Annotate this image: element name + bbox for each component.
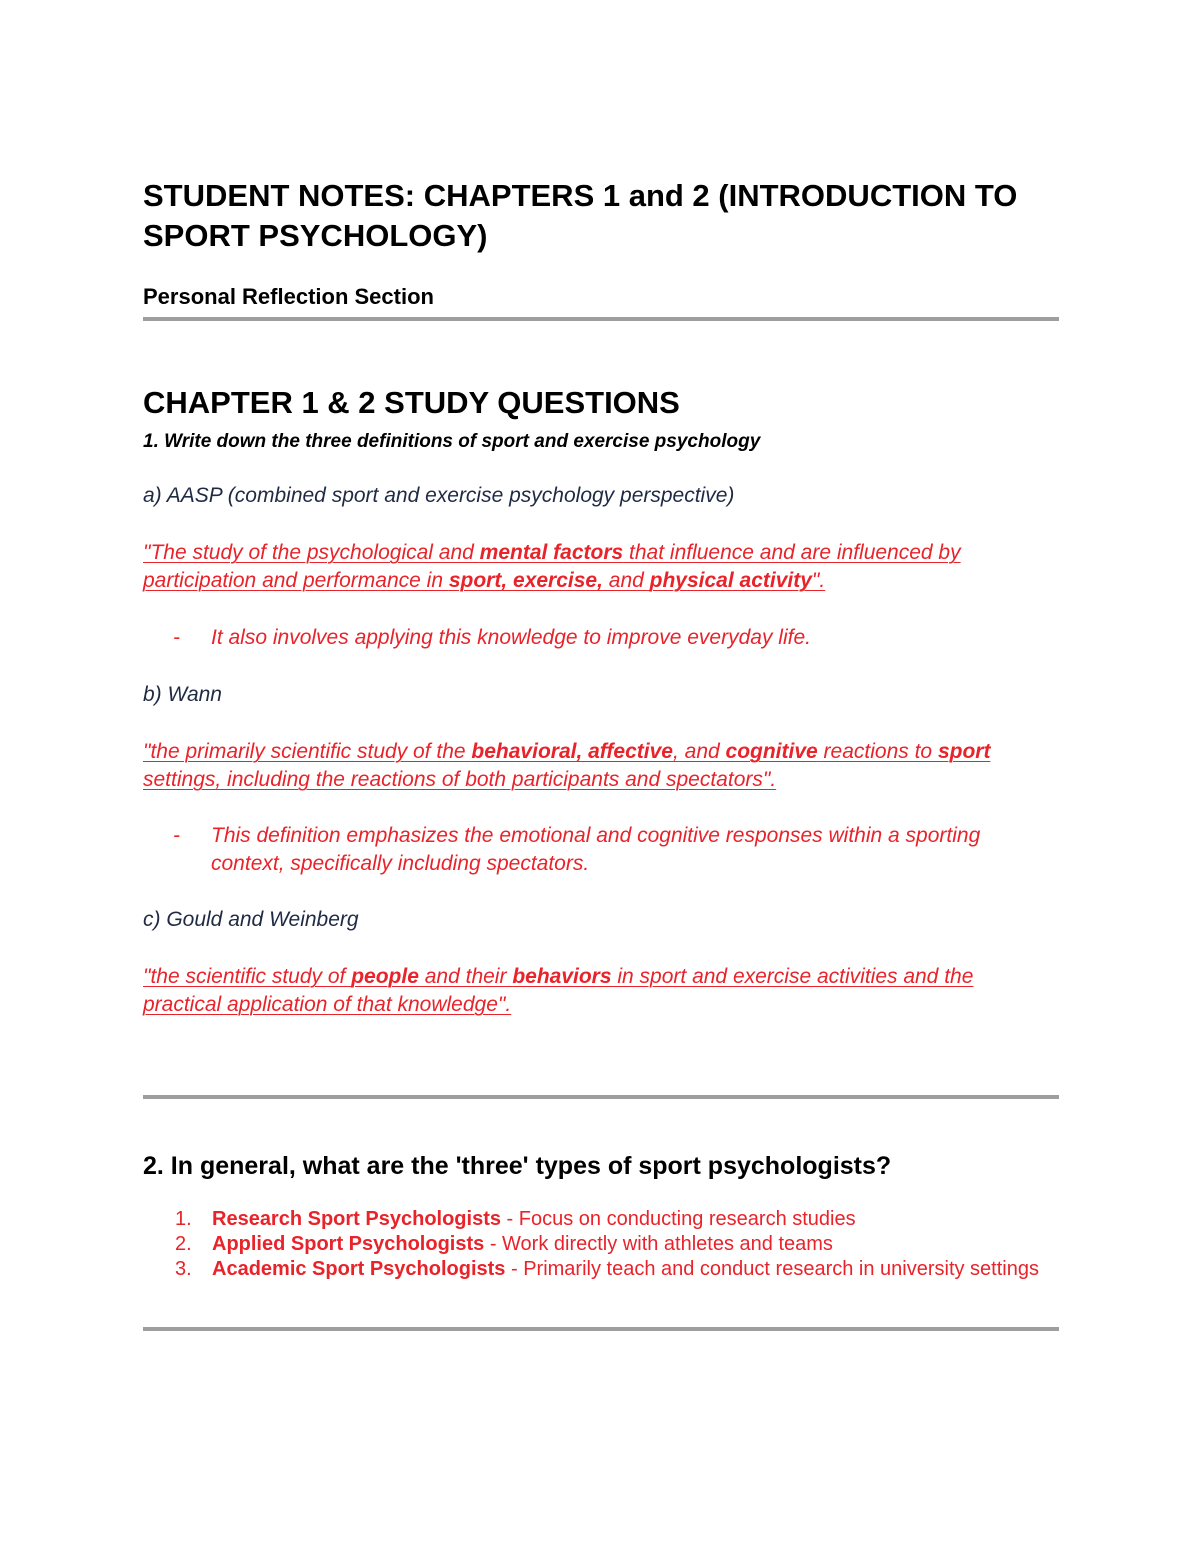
definition-b-note: - This definition emphasizes the emotional and cognitive responses within a sporting context, specifically including spectators. [173,824,981,875]
divider-rule [143,317,1059,321]
document-title: STUDENT NOTES: CHAPTERS 1 and 2 (INTRODUCTION TO SPORT PSYCHOLOGY) [143,178,1018,253]
divider-rule [143,1095,1059,1099]
psychologist-types-list [143,1207,1059,1282]
list-item: 1. Research Sport Psychologists - Focus on conducting research studies [175,1208,856,1230]
definition-c-label: c) Gould and Weinberg [143,908,359,931]
bullet-dash: - [173,824,180,847]
bullet-dash: - [173,626,180,649]
divider-rule [143,1327,1059,1331]
list-item: 3. Academic Sport Psychologists - Primarily teach and conduct research in university settings [175,1258,1039,1280]
definition-c-quote: "the scientific study of people and their behaviors in sport and exercise activities and the practical application of that knowledge". [143,965,974,1016]
definition-b-label: b) Wann [143,683,222,706]
definition-a-note: - It also involves applying this knowledge to improve everyday life. [173,624,993,652]
question-2: 2. In general, what are the 'three' types of sport psychologists? [143,1152,892,1180]
study-questions-heading: CHAPTER 1 & 2 STUDY QUESTIONS [143,385,680,420]
definition-a-quote: "The study of the psychological and mental factors that influence and are influenced by participation and performance in sport, exercise, and physical activity". [143,541,961,592]
list-item: 2. Applied Sport Psychologists - Work directly with athletes and teams [175,1233,833,1255]
document-page [143,0,1059,1553]
section-subtitle: Personal Reflection Section [143,284,434,309]
question-1: 1. Write down the three definitions of sport and exercise psychology [143,431,761,452]
definition-a-label: a) AASP (combined sport and exercise psychology perspective) [143,484,735,507]
definition-b-quote: "the primarily scientific study of the behavioral, affective, and cognitive reactions to sport settings, including the reactions of both participants and spectators". [143,740,991,791]
